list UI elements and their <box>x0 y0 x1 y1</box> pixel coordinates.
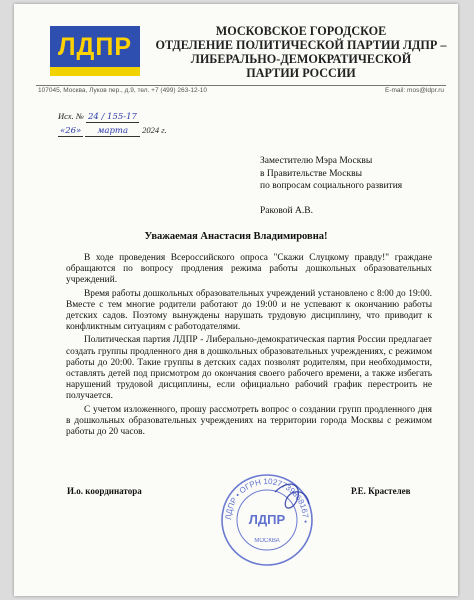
addressee-line: в Правительстве Москвы <box>260 168 362 179</box>
addressee-line: по вопросам социального развития <box>260 181 403 191</box>
stamp-center-text: ЛДПР <box>248 512 286 527</box>
ldpr-logo <box>50 26 140 76</box>
organization-name <box>146 24 456 80</box>
addressee-line: Заместителю Мэра Москвы <box>260 156 373 166</box>
outgoing-date <box>58 125 167 136</box>
header-divider <box>36 85 446 86</box>
stamp-ring-text: ЛДПР • ОГРН 1027739868167 • <box>223 476 311 524</box>
logo-text: ЛДПР <box>58 33 132 61</box>
addressee-spacer <box>260 193 402 205</box>
salutation: Уважаемая Анастасия Владимировна! <box>144 231 328 242</box>
org-line: МОСКОВСКОЕ ГОРОДСКОЕ <box>215 24 387 38</box>
body-paragraph: Время работы дошкольных образовательных учреждений установлено с 8:00 до 19:00. Вместе с тем многие родители работают до 19:00 и не успевают к окончанию работы детских садов. Поэтому вынуждены нарушать трудовую дисциплину, что приводит к конфликтным ситуациям с работодателями. <box>66 288 432 333</box>
body-paragraph: В ходе проведения Всероссийского опроса "Скажи Слуцкому правду!" граждане обращаются по вопросу продления режима работы дошкольных образовательных учреждений. <box>66 253 432 286</box>
address-text: 107045, Москва, Луков пер., д.9, тел. +7 (499) 263-12-10 <box>38 87 208 94</box>
org-line: ЛИБЕРАЛЬНО-ДЕМОКРАТИЧЕСКОЙ <box>190 52 412 66</box>
body-paragraph: С учетом изложенного, прошу рассмотреть вопрос о создании групп продленного дня в дошкольных образовательных учреждениях на территории города Москвы с режимом работы до 20 часов. <box>66 404 432 438</box>
org-line: ПАРТИИ РОССИИ <box>246 66 356 80</box>
stamp-city-text: МОСКВА <box>254 538 280 544</box>
signatory-name: Р.Е. Крастелев <box>351 486 411 496</box>
email-text: E-mail: mos@ldpr.ru <box>385 87 444 94</box>
logo-stripe <box>50 67 140 76</box>
addressee-name: Раковой А.В. <box>260 205 313 216</box>
outgoing-number-value: 24 / 155-17 <box>87 112 137 122</box>
body-paragraph: Политическая партия ЛДПР - Либерально-демократическая партия России предлагает создать группы продленного дня в дошкольных образовательных учреждениях, с режимом работы до 20:00. Такие группы в детских садах позволят родителям, при необходимости, оставлять детей под присмотром до окончания своего рабочего времени, а также избегать нарушений трудовой дисциплины, если официально рабочий график перестроить не получается. <box>66 335 432 402</box>
outgoing-number <box>58 111 139 122</box>
date-month: марта <box>85 126 140 137</box>
date-year: 2024 г. <box>142 125 167 135</box>
official-stamp <box>217 470 317 570</box>
letter-body <box>66 253 432 440</box>
addressee-block <box>260 155 402 217</box>
date-day: «26» <box>60 126 82 136</box>
letter-page <box>14 4 458 596</box>
signatory-title: И.о. координатора <box>67 486 142 496</box>
org-line: ОТДЕЛЕНИЕ ПОЛИТИЧЕСКОЙ ПАРТИИ ЛДПР – <box>155 38 447 52</box>
outgoing-number-label: Исх. № <box>58 111 84 121</box>
